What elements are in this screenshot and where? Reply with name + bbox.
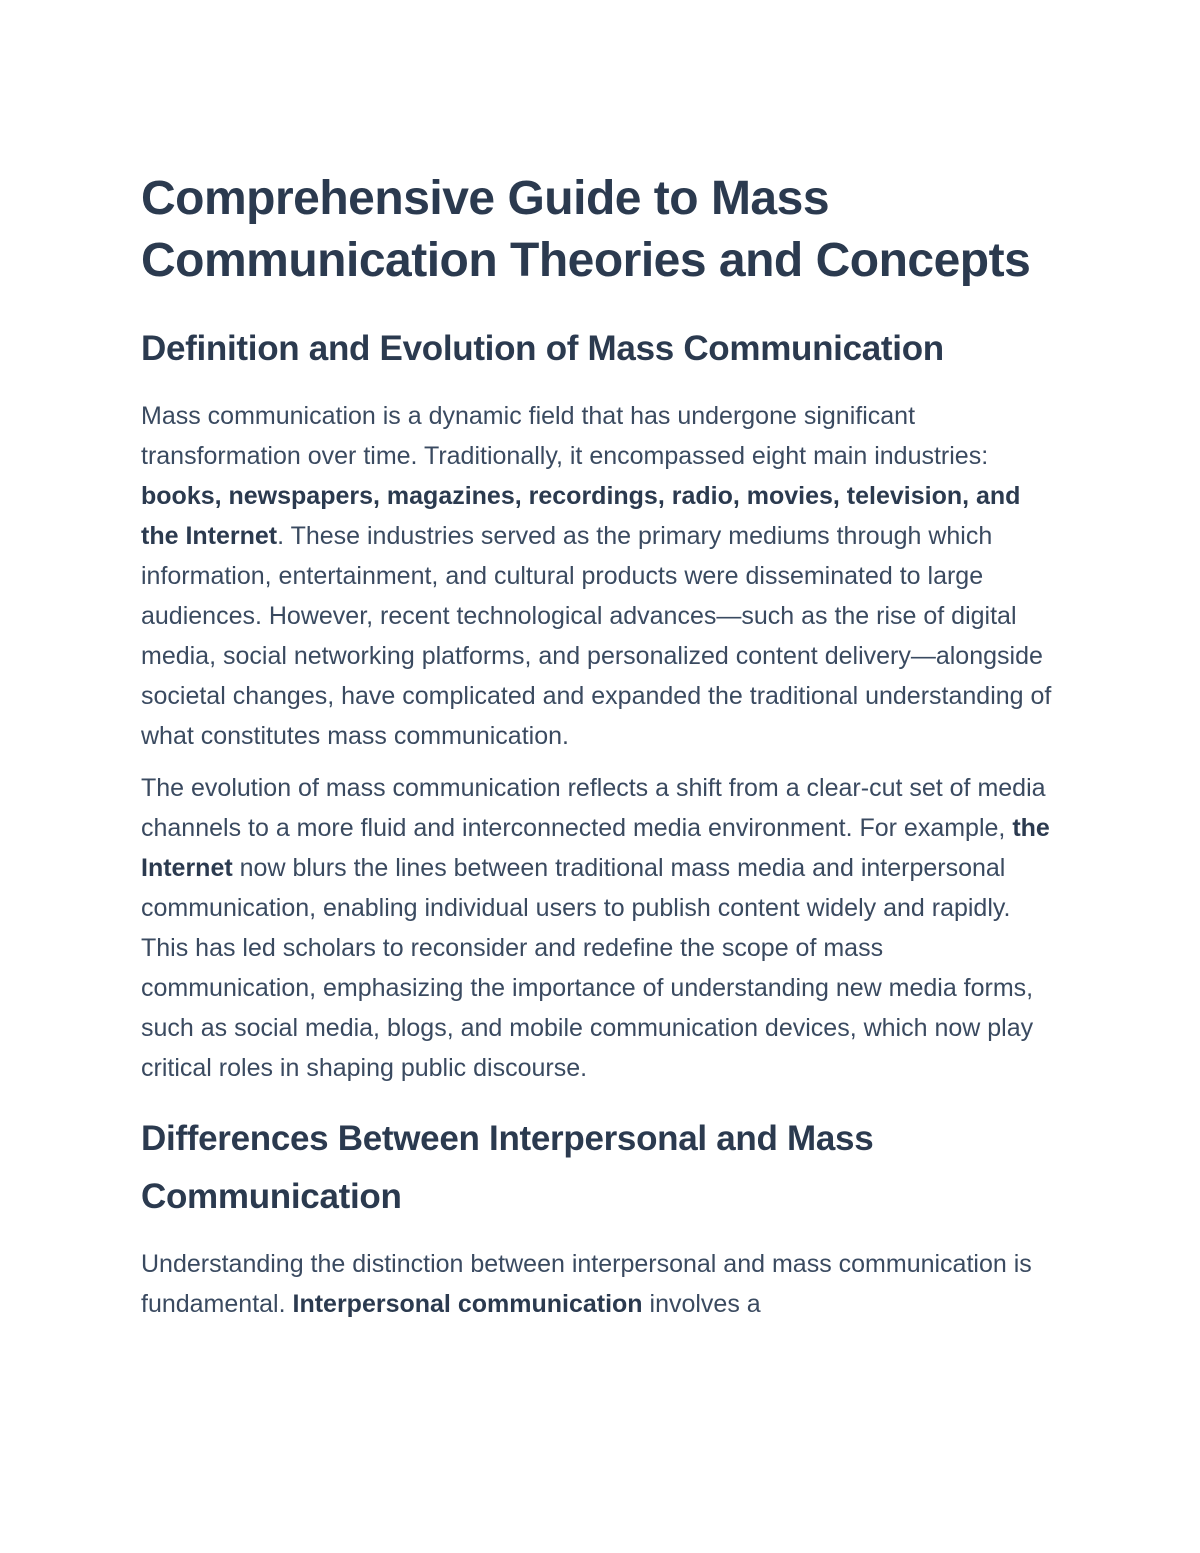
paragraph-text: The evolution of mass communication reflects a shift from a clear-cut set of media channels to a more fluid and interconnected media environment. For example, (141, 774, 1046, 842)
bold-industries-list: books, newspapers, magazines, recordings, radio, movies, television, and the Internet (141, 482, 1021, 550)
paragraph-text: Understanding the distinction between interpersonal and mass communication is fundamental. (141, 1250, 1032, 1318)
paragraph-text: involves a (642, 1290, 761, 1318)
paragraph-definition-2 (141, 768, 1061, 1088)
bold-the-internet: the Internet (141, 814, 1050, 882)
document-page (141, 168, 1061, 1336)
bold-interpersonal-communication: Interpersonal communication (292, 1290, 643, 1318)
section-heading-differences: Differences Between Interpersonal and Mass Communication (141, 1119, 874, 1216)
paragraph-definition-1 (141, 396, 1061, 756)
section-heading-definition: Definition and Evolution of Mass Communication (141, 329, 944, 368)
paragraph-text: . These industries served as the primary mediums through which information, entertainment, and cultural products were disseminated to large audiences. However, recent technological advances—such as the rise of digital media, social networking platforms, and personalized content delivery—alongside societal changes, have complicated and expanded the traditional understanding of what constitutes mass communication. (141, 522, 1052, 750)
document-title: Comprehensive Guide to Mass Communication Theories and Concepts (141, 172, 1031, 287)
paragraph-text: Mass communication is a dynamic field that has undergone significant transformation over time. Traditionally, it encompassed eight main industries: (141, 402, 989, 470)
paragraph-text: now blurs the lines between traditional mass media and interpersonal communication, enabling individual users to publish content widely and rapidly. This has led scholars to reconsider and redefine the scope of mass communication, emphasizing the importance of understanding new media forms, such as social media, blogs, and mobile communication devices, which now play critical roles in shaping public discourse. (141, 854, 1034, 1082)
paragraph-differences-1 (141, 1244, 1061, 1324)
